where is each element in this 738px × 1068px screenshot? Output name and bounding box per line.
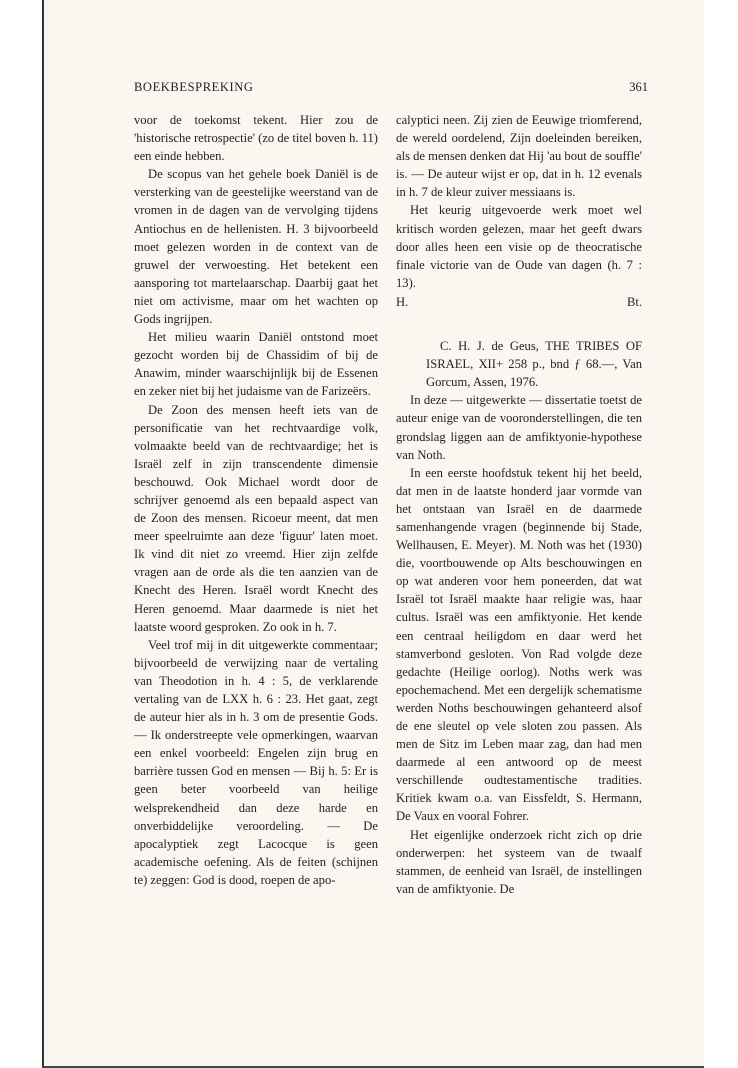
section-title: BOEKBESPREKING (134, 80, 254, 94)
right-column (396, 111, 642, 898)
reviewer-signature (396, 293, 642, 311)
signature-initials: Bt. (626, 294, 642, 309)
paragraph: In deze — uitgewerkte — dissertatie toetst de auteur enige van de vooronderstellingen, die ten grondslag liggen aan de amfiktyonie-hypothese van Noth. (396, 393, 642, 462)
page-number: 361 (629, 80, 648, 94)
paragraph: De scopus van het gehele boek Daniël is de versterking van de geestelijke weerstand van de vromen in de dagen van de vervolging tijdens Antiochus en de hellenisten. H. 3 bijvoorbeeld moet gelezen worden in de context van de gruwel der verwoesting. Het betekent een aansporing tot martelaarschap. Daarbij gaat het niet om activisme, maar om het wachten op Gods ingrijpen. (134, 167, 378, 327)
paragraph: Het keurig uitgevoerde werk moet wel kritisch worden gelezen, maar het geeft dwars door alles heen een visie op de theocratische finale victorie van de Oude van dagen (h. 7 : 13). (396, 203, 642, 290)
journal-page (42, 0, 704, 1068)
paragraph: Het eigenlijke onderzoek richt zich op drie onderwerpen: het systeem van de twaalf stammen, de eenheid van Israël, de instellingen van de amfiktyonie. De (396, 827, 642, 896)
left-column (134, 111, 378, 889)
book-reference: C. H. J. de Geus, THE TRIBES OF ISRAEL, XII+ 258 p., bnd ƒ 68.—, Van Gorcum, Assen, 1976. (426, 339, 642, 390)
paragraph: calyptici neen. Zij zien de Eeuwige triomferend, de wereld oordelend, Zijn doeleinden bereiken, als de mensen denken dat Hij 'au bout de souffle' is. — De auteur wijst er op, dat in h. 12 evenals in h. 7 de kleur zuiver messiaans is. (396, 113, 642, 200)
paragraph: In een eerste hoofdstuk tekent hij het beeld, dat men in de laatste honderd jaar vormde van het ontstaan van Israël en de daarmede samenhangende vragen (beginnende bij Stade, Wellhausen, E. Meyer). M. Noth was het (1930) die, voortbouwende op Alts beschouwingen en op wat anderen voor hem poneerden, dat wat Israël tot Israël maakte haar religie was, haar cultus. Israël was een amfiktyonie. Het kende een centraal heiligdom en daar werd het stamverbond gesloten. Von Rad volgde deze gedachte (Heilige oorlog). Noths werk was epochemachend. Met een dergelijk schematisme werden Noths beschouwingen gehanteerd alsof de ene sleutel op vele sloten zou passen. Als men de Sitz im Leben maar zag, dan had men daarmede al een antwoord op de meest verschillende oudtestamentische tradities. Kritiek kwam o.a. van Eissfeldt, S. Hermann, De Vaux en vooral Fohrer. (396, 465, 642, 824)
paragraph: voor de toekomst tekent. Hier zou de 'historische retrospectie' (zo de titel boven h. 11) een einde hebben. (134, 113, 378, 164)
section-spacer (396, 311, 642, 337)
paragraph: De Zoon des mensen heeft iets van de personificatie van het rechtvaardige volk, volmaakte beeld van de rechtvaardige; het is Israël zelf in zijn transcendente dimensie beschouwd. Ook Michael wordt door de schrijver genoemd als een bepaald aspect van de Zoon des mensen. Ricoeur meent, dat men meer speelruimte aan deze 'figuur' laten moet. Ik vind dit niet zo vreemd. Hier zijn zelfde vragen aan de orde als die ten aanzien van de Knecht des Heren. Israël wordt Knecht des Heren genoemd. Maar daarmede is niet het laatste woord gesproken. Zo ook in h. 7. (134, 402, 378, 634)
paragraph: Veel trof mij in dit uitgewerkte commentaar; bijvoorbeeld de verwijzing naar de vertaling van Theodotion in h. 4 : 5, de verklarende vertaling van de LXX h. 6 : 23. Het gaat, zegt de auteur hier als in h. 3 om de presentie Gods. — Ik onderstreepte vele opmerkingen, waarvan een enkel voorbeeld: Engelen zijn brug en barrière tussen God en mensen — Bij h. 5: Er is geen beter voorbeeld van heilige welsprekendheid dan deze harde en onverbiddelijke veroordeling. — De apocalyptiek zegt Lacocque is geen academische oefening. Als de feiten (schijnen te) zeggen: God is dood, roepen de apo- (134, 637, 378, 887)
signature-place: H. (396, 294, 409, 309)
paragraph: Het milieu waarin Daniël ontstond moet gezocht worden bij de Chassidim of bij de Anawim, minder waarschijnlijk bij de Essenen en zeker niet bij het judaisme van de Farizeërs. (134, 330, 378, 399)
